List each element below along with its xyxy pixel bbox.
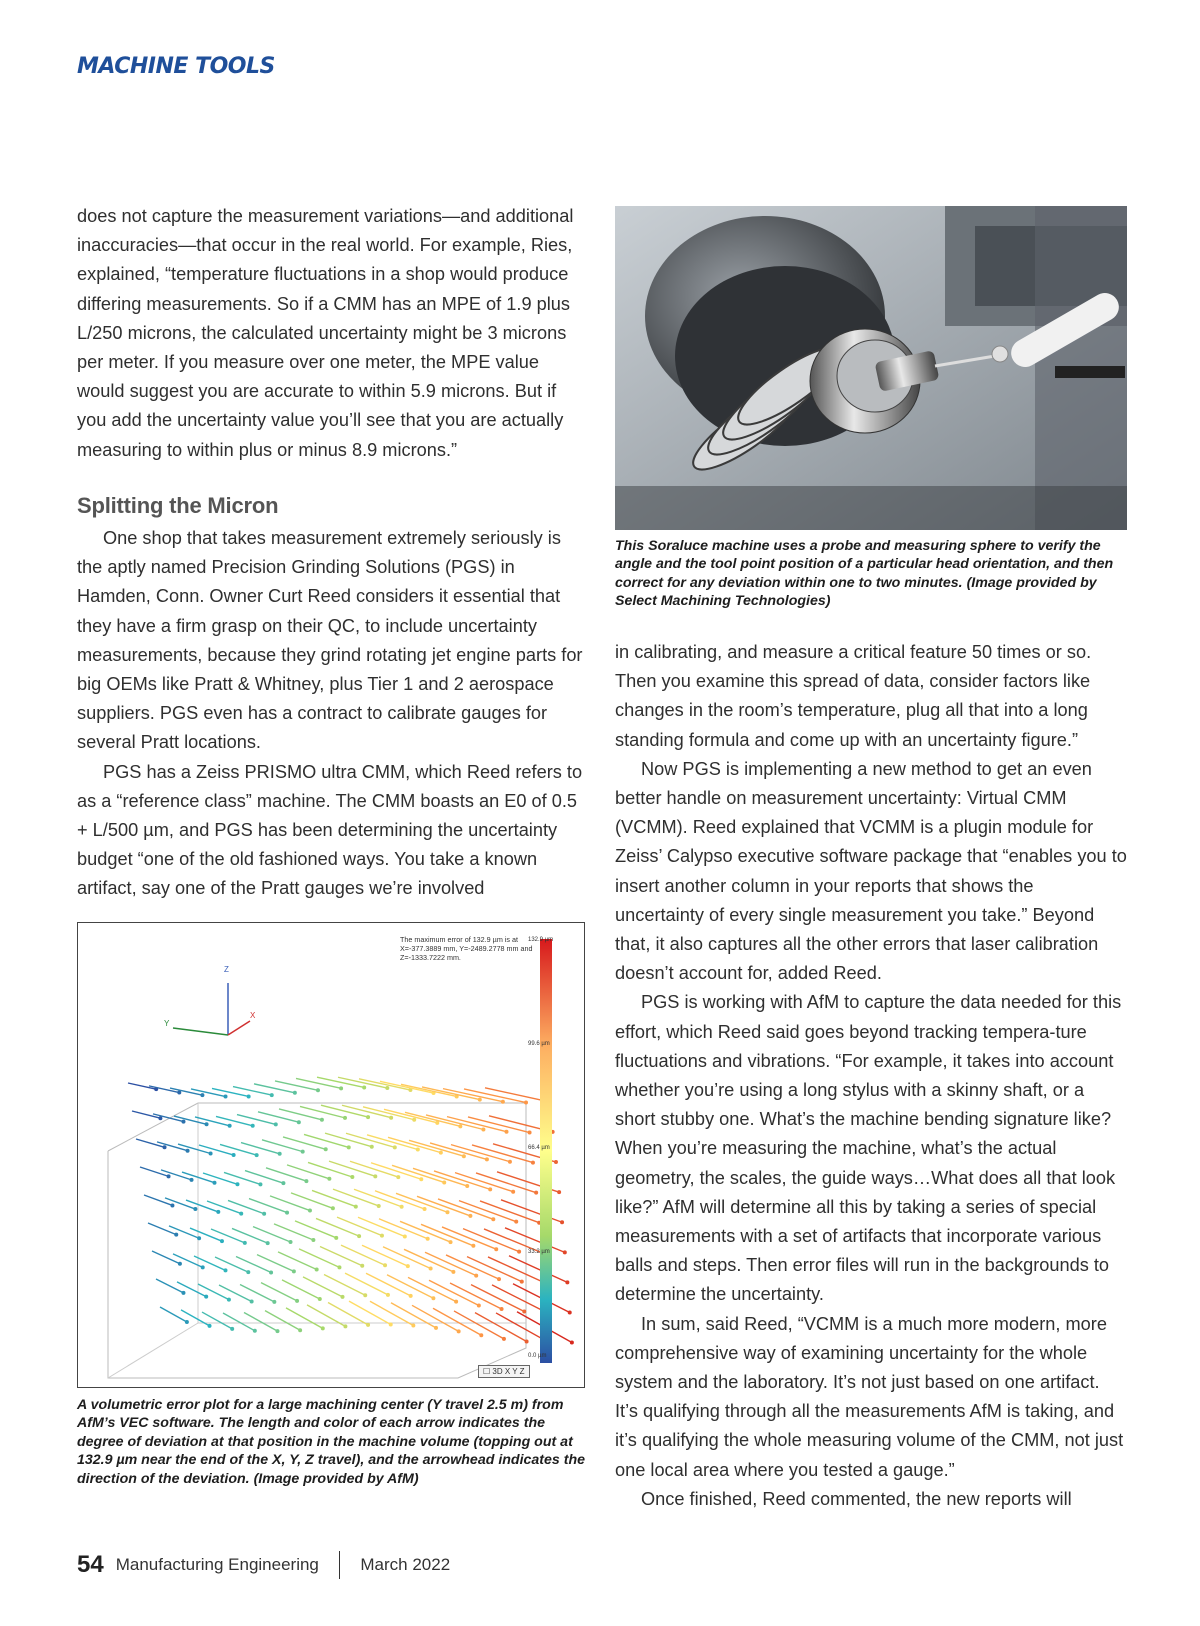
error-arrowhead <box>386 1293 390 1297</box>
error-arrowhead <box>458 1124 462 1128</box>
error-arrowhead <box>197 1236 201 1240</box>
error-arrowhead <box>534 1191 538 1195</box>
error-arrowhead <box>321 1326 325 1330</box>
left-column-top <box>77 202 585 465</box>
error-arrow <box>321 1105 368 1117</box>
error-arrow <box>434 1171 490 1189</box>
error-arrowhead <box>227 1298 231 1302</box>
error-arrow <box>312 1190 356 1206</box>
error-arrowhead <box>181 1120 185 1124</box>
error-arrowhead <box>400 1205 404 1209</box>
error-arrowhead <box>525 1339 529 1343</box>
error-arrowhead <box>412 1118 416 1122</box>
error-arrowhead <box>497 1277 501 1281</box>
subhead: Splitting the Micron <box>77 493 279 518</box>
error-arrowhead <box>266 1241 270 1245</box>
error-arrowhead <box>177 1091 181 1095</box>
max-error-note: The maximum error of 132.9 µm is at X=-377.3889 mm, Y=-2489.2778 mm and Z=-1333.7222 mm. <box>400 935 533 962</box>
error-arrowhead <box>508 1160 512 1164</box>
error-arrowhead <box>269 1270 273 1274</box>
error-arrow <box>148 1223 176 1235</box>
error-arrowhead <box>311 1238 315 1242</box>
error-arrowhead <box>270 1093 274 1097</box>
error-arrow <box>194 1256 225 1270</box>
error-arrow <box>186 1200 218 1212</box>
error-arrow <box>417 1196 470 1216</box>
error-arrowhead <box>366 1323 370 1327</box>
error-arrowhead <box>416 1147 420 1151</box>
error-arrowhead <box>255 1153 259 1157</box>
error-arrowhead <box>285 1211 289 1215</box>
error-arrowhead <box>315 1267 319 1271</box>
error-arrowhead <box>178 1262 182 1266</box>
error-arrowhead <box>170 1203 174 1207</box>
error-arrowhead <box>316 1088 320 1092</box>
error-arrowhead <box>528 1131 532 1135</box>
error-arrowhead <box>434 1326 438 1330</box>
error-arrowhead <box>246 1270 250 1274</box>
axis-label-x: X <box>250 1011 256 1020</box>
error-arrowhead <box>347 1145 351 1149</box>
error-arrowhead <box>232 1153 236 1157</box>
error-arrowhead <box>174 1233 178 1237</box>
error-arrowhead <box>205 1122 209 1126</box>
machine-photo <box>615 206 1127 530</box>
error-arrow <box>438 1199 493 1219</box>
error-arrowhead <box>186 1149 190 1153</box>
error-arrow <box>258 1112 299 1122</box>
error-arrowhead <box>250 1299 254 1303</box>
error-arrowhead <box>457 1329 461 1333</box>
error-arrowhead <box>216 1210 220 1214</box>
error-arrowhead <box>343 1116 347 1120</box>
error-arrowhead <box>223 1268 227 1272</box>
paragraph: Once finished, Reed commented, the new reports will <box>641 1488 1072 1509</box>
paragraph: PGS has a Zeiss PRISMO ultra CMM, which Reed refers to as a “reference class” machine. The CMM boasts an E0 of 0.5 + L/500 µm, and PGS has been determining the uncertainty budget “one of the old fashioned ways. You take a known artifact, say one of the Pratt gauges we’re involved <box>77 761 583 899</box>
error-arrowhead <box>272 1300 276 1304</box>
paragraph: does not capture the measurement variations—and additional inaccuracies—that occur in the real world. For example, Ries, explained, “temperature fluctuations in a shop would produce differing measurements. So if a CMM has an MPE of 1.9 plus L/250 microns, the calculated uncertainty might be 3 microns per meter. If you measure over one meter, the MPE value would suggest you are accurate to within 5.9 microns. But if you add the uncertainty value you’ll see that you are actually measuring to within plus or minus 8.9 microns.” <box>77 206 574 460</box>
error-arrow <box>198 1284 229 1300</box>
error-arrow <box>430 1143 487 1159</box>
error-arrow <box>144 1195 172 1205</box>
error-arrowhead <box>522 1310 526 1314</box>
error-arrowhead <box>554 1160 558 1164</box>
error-arrowhead <box>297 1120 301 1124</box>
error-arrowhead <box>228 1124 232 1128</box>
error-arrow <box>341 1245 385 1265</box>
error-arrowhead <box>318 1297 322 1301</box>
error-arrowhead <box>451 1270 455 1274</box>
error-arrowhead <box>292 1269 296 1273</box>
error-arrowhead <box>570 1340 574 1344</box>
error-arrowhead <box>468 1214 472 1218</box>
error-arrowhead <box>343 1324 347 1328</box>
error-arrowhead <box>320 1118 324 1122</box>
error-arrowhead <box>429 1266 433 1270</box>
error-arrowhead <box>275 1329 279 1333</box>
error-arrowhead <box>494 1247 498 1251</box>
legend-label: 99.6 µm <box>528 1041 550 1047</box>
error-arrowhead <box>208 1324 212 1328</box>
error-arrowhead <box>520 1280 524 1284</box>
error-arrowhead <box>247 1094 251 1098</box>
error-arrowhead <box>258 1182 262 1186</box>
error-arrowhead <box>308 1209 312 1213</box>
error-arrow <box>156 1279 183 1293</box>
error-arrowhead <box>334 1236 338 1240</box>
error-arrow <box>370 1301 413 1325</box>
error-arrow <box>366 1273 411 1296</box>
paragraph: PGS is working with AfM to capture the data needed for this effort, which Reed said goes beyond tracking tempera-ture fluctuations and vibrations. “For example, it takes into account whether you’re using a long stylus with a skinny shaft, or a short stubby one. What’s the machine bending signature like? When you’re measuring the machine, what’s the actual geometry, the scales, the guide ways…What does all that look like?” AfM will determine all this by taking a series of special measurements with a set of artifacts that incorporate various balls and steps. Then error files will run in the backgrounds to determine the uncertainty. <box>615 992 1122 1305</box>
error-arrowhead <box>185 1320 189 1324</box>
error-arrowhead <box>423 1207 427 1211</box>
error-arrowhead <box>478 1098 482 1102</box>
axis-label-y: Y <box>164 1019 170 1028</box>
error-arrow <box>254 1084 295 1093</box>
error-arrowhead <box>220 1239 224 1243</box>
error-arrowhead <box>209 1151 213 1155</box>
error-arrowhead <box>289 1240 293 1244</box>
error-arrowhead <box>251 1124 255 1128</box>
machine-photo-illustration <box>615 206 1127 530</box>
error-arrowhead <box>560 1220 564 1224</box>
error-arrowhead <box>431 1296 435 1300</box>
error-arrow <box>169 1226 199 1238</box>
error-arrowhead <box>514 1220 518 1224</box>
axis-label-z: Z <box>224 965 229 974</box>
error-arrowhead <box>426 1237 430 1241</box>
page-number: 54 <box>77 1551 104 1578</box>
error-arrowhead <box>563 1250 567 1254</box>
error-arrowhead <box>504 1130 508 1134</box>
error-arrowhead <box>419 1177 423 1181</box>
error-arrowhead <box>200 1093 204 1097</box>
error-arrowhead <box>491 1217 495 1221</box>
error-arrow <box>190 1228 222 1241</box>
error-arrowhead <box>350 1175 354 1179</box>
error-arrowhead <box>389 1116 393 1120</box>
error-arrowhead <box>243 1241 247 1245</box>
footer-divider <box>339 1551 341 1579</box>
error-arrowhead <box>474 1274 478 1278</box>
error-arrowhead <box>445 1210 449 1214</box>
error-arrowhead <box>485 1157 489 1161</box>
error-arrowhead <box>337 1265 341 1269</box>
error-arrow <box>413 1168 467 1186</box>
error-arrowhead <box>385 1086 389 1090</box>
error-arrow <box>320 1246 362 1265</box>
error-arrowhead <box>462 1154 466 1158</box>
legend-label: 66.4 µm <box>528 1145 550 1151</box>
x-axis <box>228 1021 250 1035</box>
view-toggle-button[interactable]: ☐ 3D X Y Z <box>478 1365 530 1378</box>
error-arrow <box>324 1274 365 1295</box>
error-arrowhead <box>366 1115 370 1119</box>
error-arrowhead <box>502 1337 506 1341</box>
error-arrowhead <box>163 1145 167 1149</box>
error-arrowhead <box>471 1244 475 1248</box>
error-arrow <box>160 1307 187 1322</box>
error-arrowhead <box>477 1303 481 1307</box>
error-arrowhead <box>377 1204 381 1208</box>
error-arrowhead <box>531 1161 535 1165</box>
error-arrowhead <box>341 1295 345 1299</box>
error-arrow <box>422 1087 480 1100</box>
error-arrow <box>421 1224 473 1246</box>
y-axis <box>173 1028 228 1035</box>
error-arrow <box>396 1193 447 1212</box>
legend-label: 132.9 µm <box>528 937 554 943</box>
error-arrow <box>317 1077 364 1087</box>
error-arrowhead <box>481 1128 485 1132</box>
plot-caption: A volumetric error plot for a large machining center (Y travel 2.5 m) from AfM’s VEC software. The length and color of each arrow indicates the degree of deviation at that position in the machine volume (topping out at 132.9 µm near the end of the X, Y, Z travel), and the arrowhead indicates the direction of the deviation. (Image provided by AfM) <box>77 1397 586 1487</box>
error-arrow <box>337 1217 382 1235</box>
error-arrowhead <box>201 1265 205 1269</box>
error-arrowhead <box>295 1299 299 1303</box>
error-arrow <box>316 1218 359 1236</box>
error-arrowhead <box>204 1295 208 1299</box>
error-arrowhead <box>403 1234 407 1238</box>
error-arrowhead <box>363 1293 367 1297</box>
error-arrowhead <box>406 1264 410 1268</box>
paragraph: in calibrating, and measure a critical feature 50 times or so. Then you examine this spread of data, consider factors like changes in the room’s temperature, plug all that into a long standing formula and come up with an uncertainty figure.” <box>615 642 1092 750</box>
error-arrowhead <box>230 1327 234 1331</box>
error-arrowhead <box>274 1122 278 1126</box>
error-arrow <box>177 1282 206 1297</box>
error-arrows <box>128 1077 574 1345</box>
error-arrowhead <box>301 1150 305 1154</box>
error-arrowhead <box>396 1175 400 1179</box>
volumetric-error-plot <box>77 922 585 1388</box>
error-arrowhead <box>224 1095 228 1099</box>
error-arrow <box>329 1161 375 1176</box>
error-arrowhead <box>557 1190 561 1194</box>
magazine-name: Manufacturing Engineering <box>115 1555 319 1574</box>
error-arrowhead <box>442 1180 446 1184</box>
error-arrowhead <box>373 1174 377 1178</box>
error-arrow <box>325 1133 372 1147</box>
error-arrowhead <box>362 1085 366 1089</box>
error-arrowhead <box>500 1307 504 1311</box>
error-arrowhead <box>253 1329 257 1333</box>
error-arrow <box>400 1221 451 1242</box>
error-arrowhead <box>393 1145 397 1149</box>
error-arrowhead <box>281 1181 285 1185</box>
error-arrowhead <box>380 1234 384 1238</box>
view-toggle-label: 3D X Y Z <box>492 1367 525 1376</box>
error-arrowhead <box>298 1328 302 1332</box>
right-column <box>615 638 1127 1514</box>
error-arrow <box>425 1252 476 1275</box>
error-arrowhead <box>411 1323 415 1327</box>
error-arrowhead <box>327 1177 331 1181</box>
error-arrowhead <box>278 1152 282 1156</box>
paragraph: One shop that takes measurement extremely seriously is the aptly named Precision Grinding Solutions (PGS) in Hamden, Conn. Owner Curt Reed considers it essential that they have a firm grasp on their QC, to include uncertainty measurements, because they grind rotating jet engine parts for big OEMs like Pratt & Whitney, plus Tier 1 and 2 aerospace suppliers. PGS even has a contract to calibrate gauges for several Pratt locations. <box>77 528 583 753</box>
error-arrow <box>165 1198 195 1209</box>
error-arrowhead <box>465 1184 469 1188</box>
error-arrowhead <box>565 1280 569 1284</box>
error-arrowhead <box>239 1212 243 1216</box>
legend-label: 0.0 µm <box>528 1353 547 1359</box>
error-arrowhead <box>193 1207 197 1211</box>
error-arrowhead <box>488 1187 492 1191</box>
error-arrowhead <box>501 1100 505 1104</box>
error-arrowhead <box>331 1206 335 1210</box>
error-arrowhead <box>181 1291 185 1295</box>
paragraph: In sum, said Reed, “VCMM is a much more modern, more comprehensive way of examining uncertainty for the whole system and the laboratory. It’s not just based on one artifact. It’s qualifying through all the measurements AfM is taking, and it’s qualifying the whole measuring volume of the CMM, not just one local area where you tested a gauge.” <box>615 1313 1124 1480</box>
error-arrowhead <box>511 1190 515 1194</box>
error-arrowhead <box>524 1101 528 1105</box>
error-arrowhead <box>190 1178 194 1182</box>
error-arrowhead <box>439 1151 443 1155</box>
error-arrowhead <box>357 1234 361 1238</box>
color-legend-bar <box>540 939 552 1363</box>
error-arrow <box>509 1256 567 1283</box>
error-arrowhead <box>354 1205 358 1209</box>
paragraph: Now PGS is implementing a new method to get an even better handle on measurement uncertainty: Virtual CMM (VCMM). Reed explained that VCMM is a plugin module for Zeiss’ Calypso executive software package that “enables you to insert another column in your reports that shows the uncertainty of every single measurement you take.” Beyond that, it also captures all the other errors that laser calibration doesn’t account for, added Reed. <box>615 758 1127 984</box>
error-arrow <box>181 1310 210 1326</box>
section-label: MACHINE TOOLS <box>77 54 275 79</box>
error-arrow <box>328 1302 368 1324</box>
left-column-mid <box>77 492 585 904</box>
error-arrowhead <box>479 1333 483 1337</box>
error-arrow <box>308 1162 352 1177</box>
error-arrow <box>388 1137 441 1152</box>
error-arrowhead <box>568 1310 572 1314</box>
error-arrow <box>333 1189 379 1206</box>
error-arrowhead <box>262 1212 266 1216</box>
error-plot-canvas <box>78 923 583 1386</box>
error-arrowhead <box>339 1086 343 1090</box>
error-arrowhead <box>324 1147 328 1151</box>
error-arrow <box>202 1312 232 1329</box>
error-arrowhead <box>409 1294 413 1298</box>
error-arrowhead <box>383 1263 387 1267</box>
error-arrow <box>152 1251 180 1264</box>
error-arrowhead <box>235 1182 239 1186</box>
error-arrowhead <box>293 1091 297 1095</box>
error-arrowhead <box>360 1264 364 1268</box>
error-arrowhead <box>370 1145 374 1149</box>
error-arrowhead <box>167 1174 171 1178</box>
error-arrow <box>392 1165 444 1182</box>
page-footer <box>77 1548 450 1582</box>
error-arrowhead <box>389 1322 393 1326</box>
error-arrow <box>345 1273 388 1295</box>
legend-label: 33.2 µm <box>528 1249 550 1255</box>
photo-caption: This Soraluce machine uses a probe and measuring sphere to verify the angle and the tool point position of a particular head orientation, and then correct for any deviation within one to two minutes. (Image provided by Select Machining Technologies) <box>615 538 1114 610</box>
error-arrow <box>349 1301 391 1324</box>
error-arrowhead <box>212 1181 216 1185</box>
issue-date: March 2022 <box>360 1555 451 1574</box>
error-arrowhead <box>517 1250 521 1254</box>
error-arrowhead <box>304 1179 308 1183</box>
error-arrowhead <box>449 1240 453 1244</box>
error-arrowhead <box>454 1300 458 1304</box>
